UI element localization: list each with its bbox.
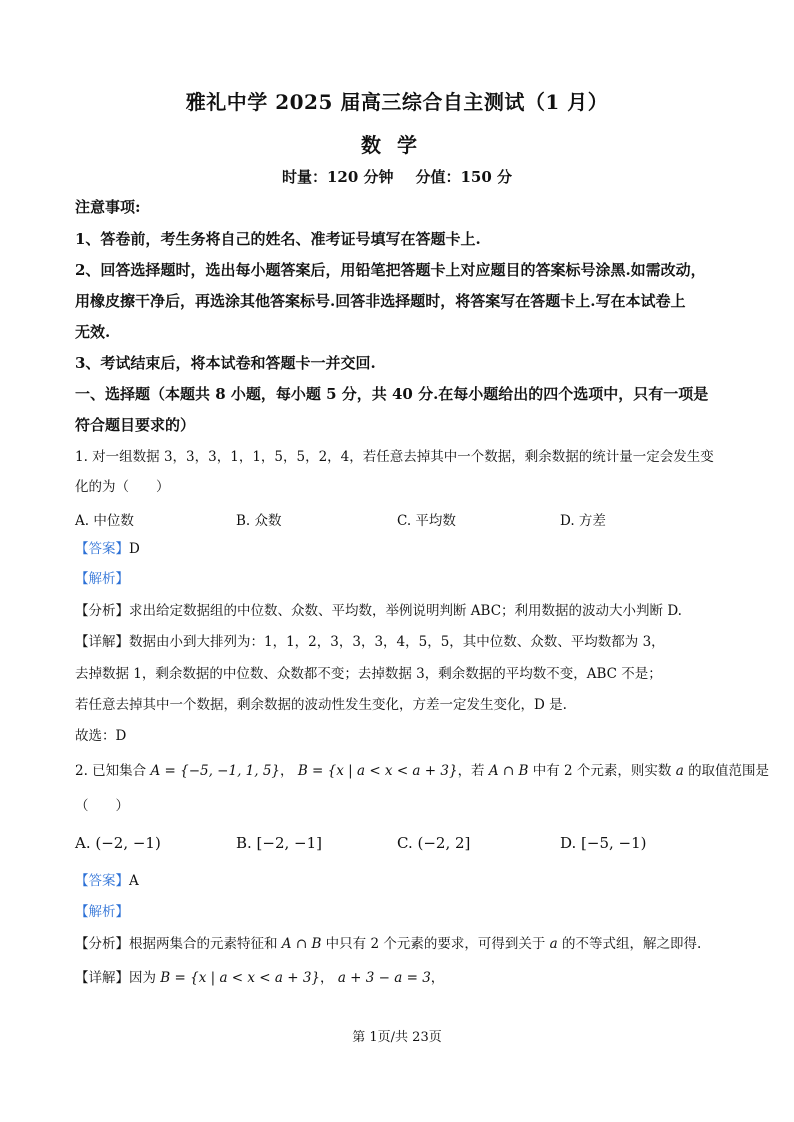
q2-option-d: D. [−5, −1) — [560, 834, 647, 852]
q2-stem-a: 2. 已知集合 — [75, 763, 147, 779]
q1-fenxi — [75, 602, 725, 620]
exam-title: 雅礼中学 2025 届高三综合自主测试（1 月） — [185, 90, 609, 114]
q2-answer-value: A — [129, 873, 139, 889]
q1-detail-line-3: 若任意去掉其中一个数据，剩余数据的波动性发生变化，方差一定发生变化，D 是. — [75, 697, 567, 713]
q2-analysis-tag: 【解析】 — [75, 904, 129, 920]
q2-intersection: A ∩ B — [488, 763, 529, 779]
q2-option-b: B. [−2, −1] — [236, 834, 323, 852]
page-footer: 第 1页/共 23页 — [352, 1030, 442, 1045]
q2-detail — [75, 969, 725, 987]
notice-item-2-line-1: 2、回答选择题时，选出每小题答案后，用铅笔把答题卡上对应题目的答案标号涂黑.如需改动， — [75, 261, 706, 279]
q2-stem-line-1 — [75, 762, 770, 780]
q2-fenxi-a: 根据两集合的元素特征和 — [129, 936, 278, 952]
q2-options — [75, 834, 725, 854]
section-heading-line-1: 一、选择题（本题共 8 小题，每小题 5 分，共 40 分.在每小题给出的四个选项中，只有一项是 — [75, 385, 709, 403]
fenxi-tag: 【分析】 — [75, 936, 129, 952]
q1-stem-line-1: 1. 对一组数据 3，3，3，1，1，5，5，2，4，若任意去掉其中一个数据，剩余数据的统计量一定会发生变 — [75, 449, 714, 465]
q1-options — [75, 509, 725, 529]
q2-detail-set-b: B = {x | a < x < a + 3} — [160, 970, 321, 986]
q2-fenxi-var: a — [549, 936, 558, 952]
answer-tag: 【答案】 — [75, 873, 129, 889]
q2-fenxi-intersection: A ∩ B — [281, 936, 322, 952]
q1-option-c: C. 平均数 — [397, 513, 456, 529]
q2-fenxi-b: 中只有 2 个元素的要求，可得到关于 — [325, 936, 546, 952]
time-limit: 时量：120 分钟 — [281, 168, 394, 186]
total-score: 分值：150 分 — [415, 168, 513, 186]
q2-answer — [75, 872, 725, 890]
q2-var-a: a — [675, 763, 684, 779]
q1-conclusion: 故选：D — [75, 728, 127, 744]
notice-item-3: 3、考试结束后，将本试卷和答题卡一并交回. — [75, 354, 376, 372]
q2-set-a: A = {−5, −1, 1, 5} — [150, 763, 281, 779]
q1-stem-line-2: 化的为（ ） — [75, 479, 170, 495]
section-heading-line-2: 符合题目要求的） — [75, 416, 196, 434]
exam-meta — [0, 166, 794, 187]
q2-stem-d: 的取值范围是 — [688, 763, 770, 779]
q2-option-c: C. (−2, 2] — [397, 834, 471, 852]
q1-detail-text-1: 数据由小到大排列为：1，1，2，3，3，3，4，5，5，其中位数、众数、平均数都为 3， — [129, 634, 665, 650]
q1-option-b: B. 众数 — [236, 513, 282, 529]
q2-detail-c: ， — [430, 970, 445, 986]
notice-heading: 注意事项: — [75, 198, 141, 216]
q1-option-d: D. 方差 — [560, 513, 606, 529]
q1-option-a: A. 中位数 — [75, 513, 134, 529]
notice-item-2-line-2: 用橡皮擦干净后，再选涂其他答案标号.回答非选择题时，将答案写在答题卡上.写在本试卷上 — [75, 292, 686, 310]
q1-detail-line-2: 去掉数据 1，剩余数据的中位数、众数都不变；去掉数据 3，剩余数据的平均数不变，ABC 不是； — [75, 666, 662, 682]
subject-title: 数学 — [361, 133, 433, 157]
q2-fenxi — [75, 935, 725, 953]
q2-set-b: B = {x | a < x < a + 3} — [297, 763, 458, 779]
detail-tag: 【详解】 — [75, 634, 129, 650]
q1-detail-line-1 — [75, 633, 725, 651]
notice-item-1: 1、答卷前，考生务将自己的姓名、准考证号填写在答题卡上. — [75, 230, 481, 248]
q1-answer-value: D — [129, 541, 140, 557]
answer-tag: 【答案】 — [75, 541, 129, 557]
q2-detail-expr: a + 3 − a = 3 — [337, 970, 431, 986]
notice-item-2-line-3: 无效. — [75, 323, 111, 341]
q2-detail-a: 因为 — [129, 970, 156, 986]
q2-detail-b: ， — [320, 970, 334, 986]
q2-comma: ， — [280, 763, 294, 779]
q1-fenxi-text: 求出给定数据组的中位数、众数、平均数，举例说明判断 ABC；利用数据的波动大小判断 D. — [129, 603, 682, 619]
q1-analysis-tag: 【解析】 — [75, 571, 129, 587]
fenxi-tag: 【分析】 — [75, 603, 129, 619]
q2-fenxi-c: 的不等式组，解之即得. — [562, 936, 702, 952]
q1-answer — [75, 540, 725, 558]
q2-stem-line-2: （ ） — [75, 798, 129, 814]
q2-stem-b: ，若 — [457, 763, 485, 779]
detail-tag: 【详解】 — [75, 970, 129, 986]
q2-option-a: A. (−2, −1) — [75, 834, 161, 852]
q2-stem-c: 中有 2 个元素，则实数 — [532, 763, 672, 779]
